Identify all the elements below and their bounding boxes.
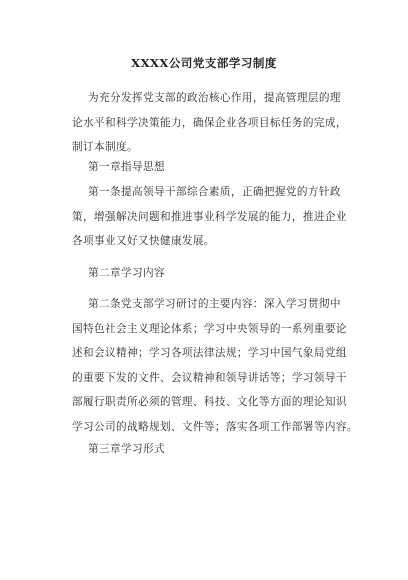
intro-line-2: 论水平和科学决策能力，确保企业各项目标任务的完成， — [72, 116, 347, 129]
chapter3-heading: 第三章学习形式 — [88, 443, 165, 455]
chapter1-paragraph — [72, 180, 350, 254]
intro-paragraph — [72, 86, 350, 160]
chapter2-line-3: 述和会议精神；学习各项法律法规；学习中国气象局党组 — [72, 347, 347, 359]
intro-line-1: 为充分发挥党支部的政治核心作用，提高管理层的理 — [88, 92, 341, 104]
chapter2-line-4: 的重要下发的文件、会议精神和领导讲话等；学习领导干 — [72, 371, 347, 384]
chapter1-heading: 第一章指导思想 — [88, 161, 165, 173]
chapter1-line-1: 第一条提高领导干部综合素质，正确把握党的方针政 — [88, 186, 341, 198]
chapter1-line-2: 策，增强解决问题和推进事业科学发展的能力，推进企业 — [72, 210, 347, 223]
chapter2-heading: 第二章学习内容 — [88, 267, 165, 279]
chapter2-line-2: 国特色社会主义理论体系；学习中央领导的一系列重要论 — [72, 322, 347, 335]
intro-line-3: 制订本制度。 — [72, 141, 138, 153]
chapter1-line-3: 各项事业又好又快健康发展。 — [72, 235, 215, 247]
chapter2-paragraph — [72, 292, 358, 439]
document-title: XXXX公司党支部学习制度 — [131, 56, 277, 70]
chapter2-line-1: 第二条党支部学习研讨的主要内容：深入学习贯彻中 — [88, 298, 341, 310]
chapter2-line-5: 部履行职责所必须的管理、科技、文化等方面的理论知识 — [72, 396, 347, 408]
chapter2-line-6: 学习公司的战略规划、文件等；落实各项工作部署等内容。 — [72, 420, 358, 433]
